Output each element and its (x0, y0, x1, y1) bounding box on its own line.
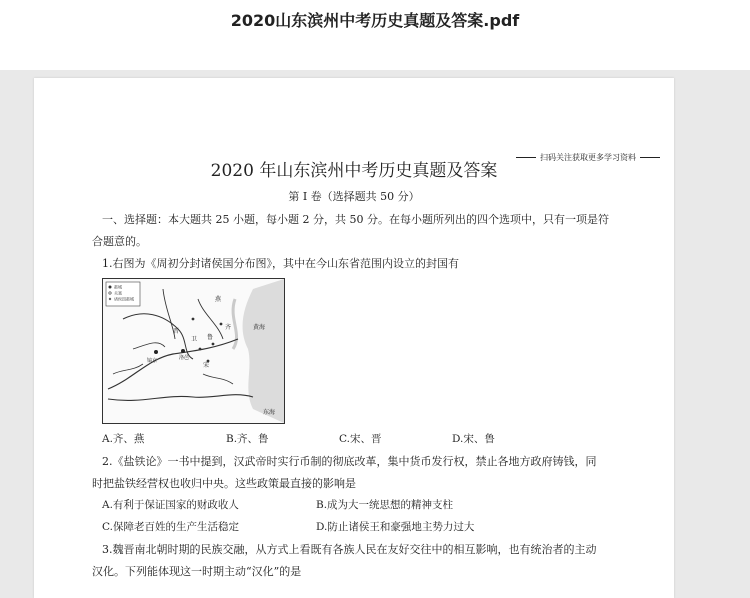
q1-option-d: D.宋、鲁 (452, 433, 495, 445)
map-label: 卫 (191, 336, 198, 343)
map-label: 洛邑 (179, 355, 190, 361)
map-label: 鲁 (207, 334, 214, 341)
q1-option-c: C.宋、晋 (339, 433, 382, 445)
map-label: 东海 (263, 409, 276, 416)
q2-option-d: D.防止诸侯王和豪强地主势力过大 (316, 521, 475, 533)
question-1-stem: 1.右图为《周初分封诸侯国分布图》，其中在今山东省范围内设立的封国有 (102, 257, 459, 270)
map-graphic (103, 279, 284, 423)
map-label: 晋 (173, 328, 180, 335)
legend-label: 关塞 (114, 290, 122, 296)
q1-option-a: A.齐、燕 (102, 433, 145, 445)
intro-line: 一、选择题：本大题共 25 小题，每小题 2 分，共 50 分。在每小题所列出的四个选项中，只有一项是符 (102, 213, 609, 226)
section-heading: 第 I 卷（选择题共 50 分） (288, 190, 420, 203)
map-label: 黄海 (253, 324, 266, 331)
q2-option-c: C.保障老百姓的生产生活稳定 (102, 521, 239, 533)
pdf-page (34, 78, 674, 598)
map-label: 宋 (203, 362, 210, 369)
question-3-stem: 3.魏晋南北朝时期的民族交融，从方式上看既有各族人民在友好交往中的相互影响，也有统治者的主动 (102, 543, 597, 556)
brand-text: 扫码关注获取更多学习资料 (540, 153, 636, 162)
q1-option-b: B.齐、鲁 (226, 433, 269, 445)
legend-label: 诸侯国都城 (114, 296, 134, 302)
question-2-stem: 2.《盐铁论》一书中提到，汉武帝时实行币制的彻底改革，集中货币发行权，禁止各地方政府铸钱，同 (102, 455, 597, 468)
map-label: 齐 (225, 324, 232, 331)
map-label: 燕 (215, 296, 222, 303)
q2-option-a: A.有利于保证国家的财政收人 (102, 499, 239, 511)
document-filename: 2020山东滨州中考历史真题及答案.pdf (230, 11, 520, 30)
zhou-fief-map (102, 278, 285, 424)
intro-line: 合题意的。 (92, 235, 147, 248)
paper-title: 2020 年山东滨州中考历史真题及答案 (210, 161, 498, 181)
question-2-stem: 时把盐铁经营权也收归中央。这些政策最直接的影响是 (92, 477, 356, 490)
map-label: 镐京 (147, 358, 158, 364)
question-3-stem: 汉化。下列能体现这一时期主动“汉化”的是 (92, 565, 302, 578)
q2-option-b: B.成为大一统思想的精神支柱 (316, 499, 454, 511)
viewer-header (0, 0, 750, 70)
legend-label: 都城 (114, 284, 122, 290)
